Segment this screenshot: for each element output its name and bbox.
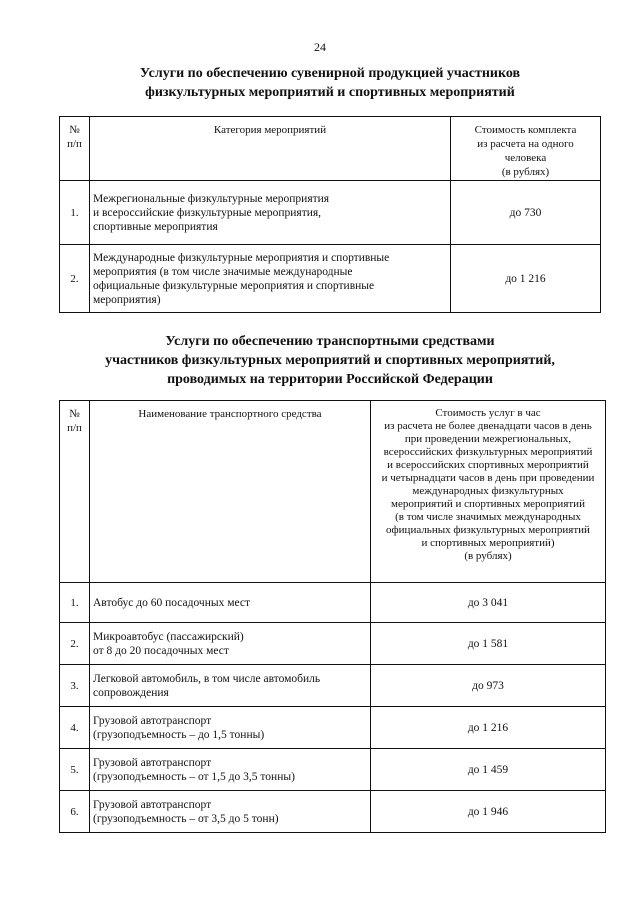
row-price: до 1 459 (371, 749, 606, 791)
row-category-line: спортивные мероприятия (93, 220, 218, 233)
section2-title-line: проводимых на территории Российской Федерации (167, 372, 493, 387)
section2-title-line: участников физкультурных мероприятий и спортивных мероприятий, (105, 353, 555, 368)
row-transport-name (90, 707, 371, 749)
header-cost (451, 117, 601, 181)
row-transport-line: Микроавтобус (пассажирский) (93, 630, 244, 643)
header-cost-line: официальных физкультурных мероприятий (386, 524, 590, 536)
header-cost-line: (в рублях) (501, 166, 550, 178)
row-transport-name (90, 749, 371, 791)
table-row (60, 749, 606, 791)
header-cost-line: мероприятий и спортивных мероприятий (391, 498, 585, 510)
row-transport-line: сопровождения (93, 686, 169, 699)
header-category: Категория мероприятий (90, 117, 451, 181)
header-cost-line: (в рублях) (464, 550, 512, 562)
row-number: 6. (60, 791, 90, 833)
row-category-line: мероприятия (в том числе значимые международные (93, 265, 353, 278)
section2-title-line: Услуги по обеспечению транспортными средствами (165, 334, 495, 349)
header-cost (371, 401, 606, 583)
row-number: 2. (60, 245, 90, 313)
row-category-line: Международные физкультурные мероприятия и спортивные (93, 251, 390, 264)
row-category (90, 245, 451, 313)
row-price: до 1 581 (371, 623, 606, 665)
row-transport-line: (грузоподъемность – от 3,5 до 5 тонн) (93, 812, 279, 825)
header-num (60, 117, 90, 181)
transport-table (59, 400, 606, 833)
row-price: до 3 041 (371, 583, 606, 623)
header-cost-line: и четырнадцати часов в день при проведении (381, 472, 595, 484)
row-number: 4. (60, 707, 90, 749)
row-number: 2. (60, 623, 90, 665)
row-transport-line: Грузовой автотранспорт (93, 756, 212, 769)
row-transport-name (90, 623, 371, 665)
row-category (90, 181, 451, 245)
row-category-line: Межрегиональные физкультурные мероприятия (93, 192, 330, 205)
header-cost-line: из расчета на одного (477, 138, 574, 150)
row-transport-name (90, 583, 371, 623)
row-price: до 1 216 (371, 707, 606, 749)
section1-title-line: Услуги по обеспечению сувенирной продукцией участников (139, 66, 521, 81)
section1-title (60, 64, 600, 102)
row-transport-line: Автобус до 60 посадочных мест (93, 596, 250, 609)
table-row (60, 623, 606, 665)
row-category-line: мероприятия) (93, 293, 161, 306)
table-row (60, 707, 606, 749)
row-number: 1. (60, 583, 90, 623)
header-cost-line: и спортивных мероприятий) (421, 537, 555, 549)
table-row (60, 665, 606, 707)
row-price: до 1 216 (451, 245, 601, 313)
row-transport-line: Грузовой автотранспорт (93, 798, 212, 811)
row-number: 3. (60, 665, 90, 707)
row-transport-name (90, 791, 371, 833)
header-cost-line: (в том числе значимых международных (395, 511, 581, 523)
header-num (60, 401, 90, 583)
table-header-row (60, 117, 601, 181)
header-cost-line: Стоимость комплекта (474, 124, 577, 136)
header-cost-line: при проведении межрегиональных, (404, 433, 572, 445)
table-header-row (60, 401, 606, 583)
row-category-line: и всероссийские физкультурные мероприятия, (93, 206, 322, 219)
header-num-line: № (69, 408, 80, 420)
row-price: до 730 (451, 181, 601, 245)
header-cost-line: Стоимость услуг в час (435, 407, 541, 419)
row-transport-line: (грузоподъемность – до 1,5 тонны) (93, 728, 265, 741)
table-row (60, 583, 606, 623)
table-row (60, 181, 601, 245)
row-price: до 973 (371, 665, 606, 707)
row-number: 1. (60, 181, 90, 245)
row-number: 5. (60, 749, 90, 791)
row-transport-name (90, 665, 371, 707)
table-row (60, 245, 601, 313)
row-category-line: официальные физкультурные мероприятия и спортивные (93, 279, 375, 292)
row-transport-line: Грузовой автотранспорт (93, 714, 212, 727)
header-num-line: № (69, 124, 80, 136)
page-number: 24 (314, 40, 326, 54)
table-row (60, 791, 606, 833)
row-transport-line: Легковой автомобиль, в том числе автомобиль (93, 672, 321, 685)
souvenir-table (59, 116, 601, 313)
header-num-line: п/п (67, 422, 82, 434)
header-cost-line: человека (504, 152, 547, 164)
row-transport-line: от 8 до 20 посадочных мест (93, 644, 229, 657)
header-transport-name: Наименование транспортного средства (90, 401, 371, 583)
section1-title-line: физкультурных мероприятий и спортивных мероприятий (145, 85, 515, 100)
header-cost-line: всероссийских физкультурных мероприятий (383, 446, 593, 458)
row-price: до 1 946 (371, 791, 606, 833)
header-cost-line: международных физкультурных (412, 485, 564, 497)
header-cost-line: из расчета не более двенадцати часов в день (384, 420, 592, 432)
header-num-line: п/п (67, 138, 82, 150)
section2-title (60, 332, 600, 389)
header-cost-line: и всероссийских спортивных мероприятий (387, 459, 589, 471)
row-transport-line: (грузоподъемность – от 1,5 до 3,5 тонны) (93, 770, 295, 783)
